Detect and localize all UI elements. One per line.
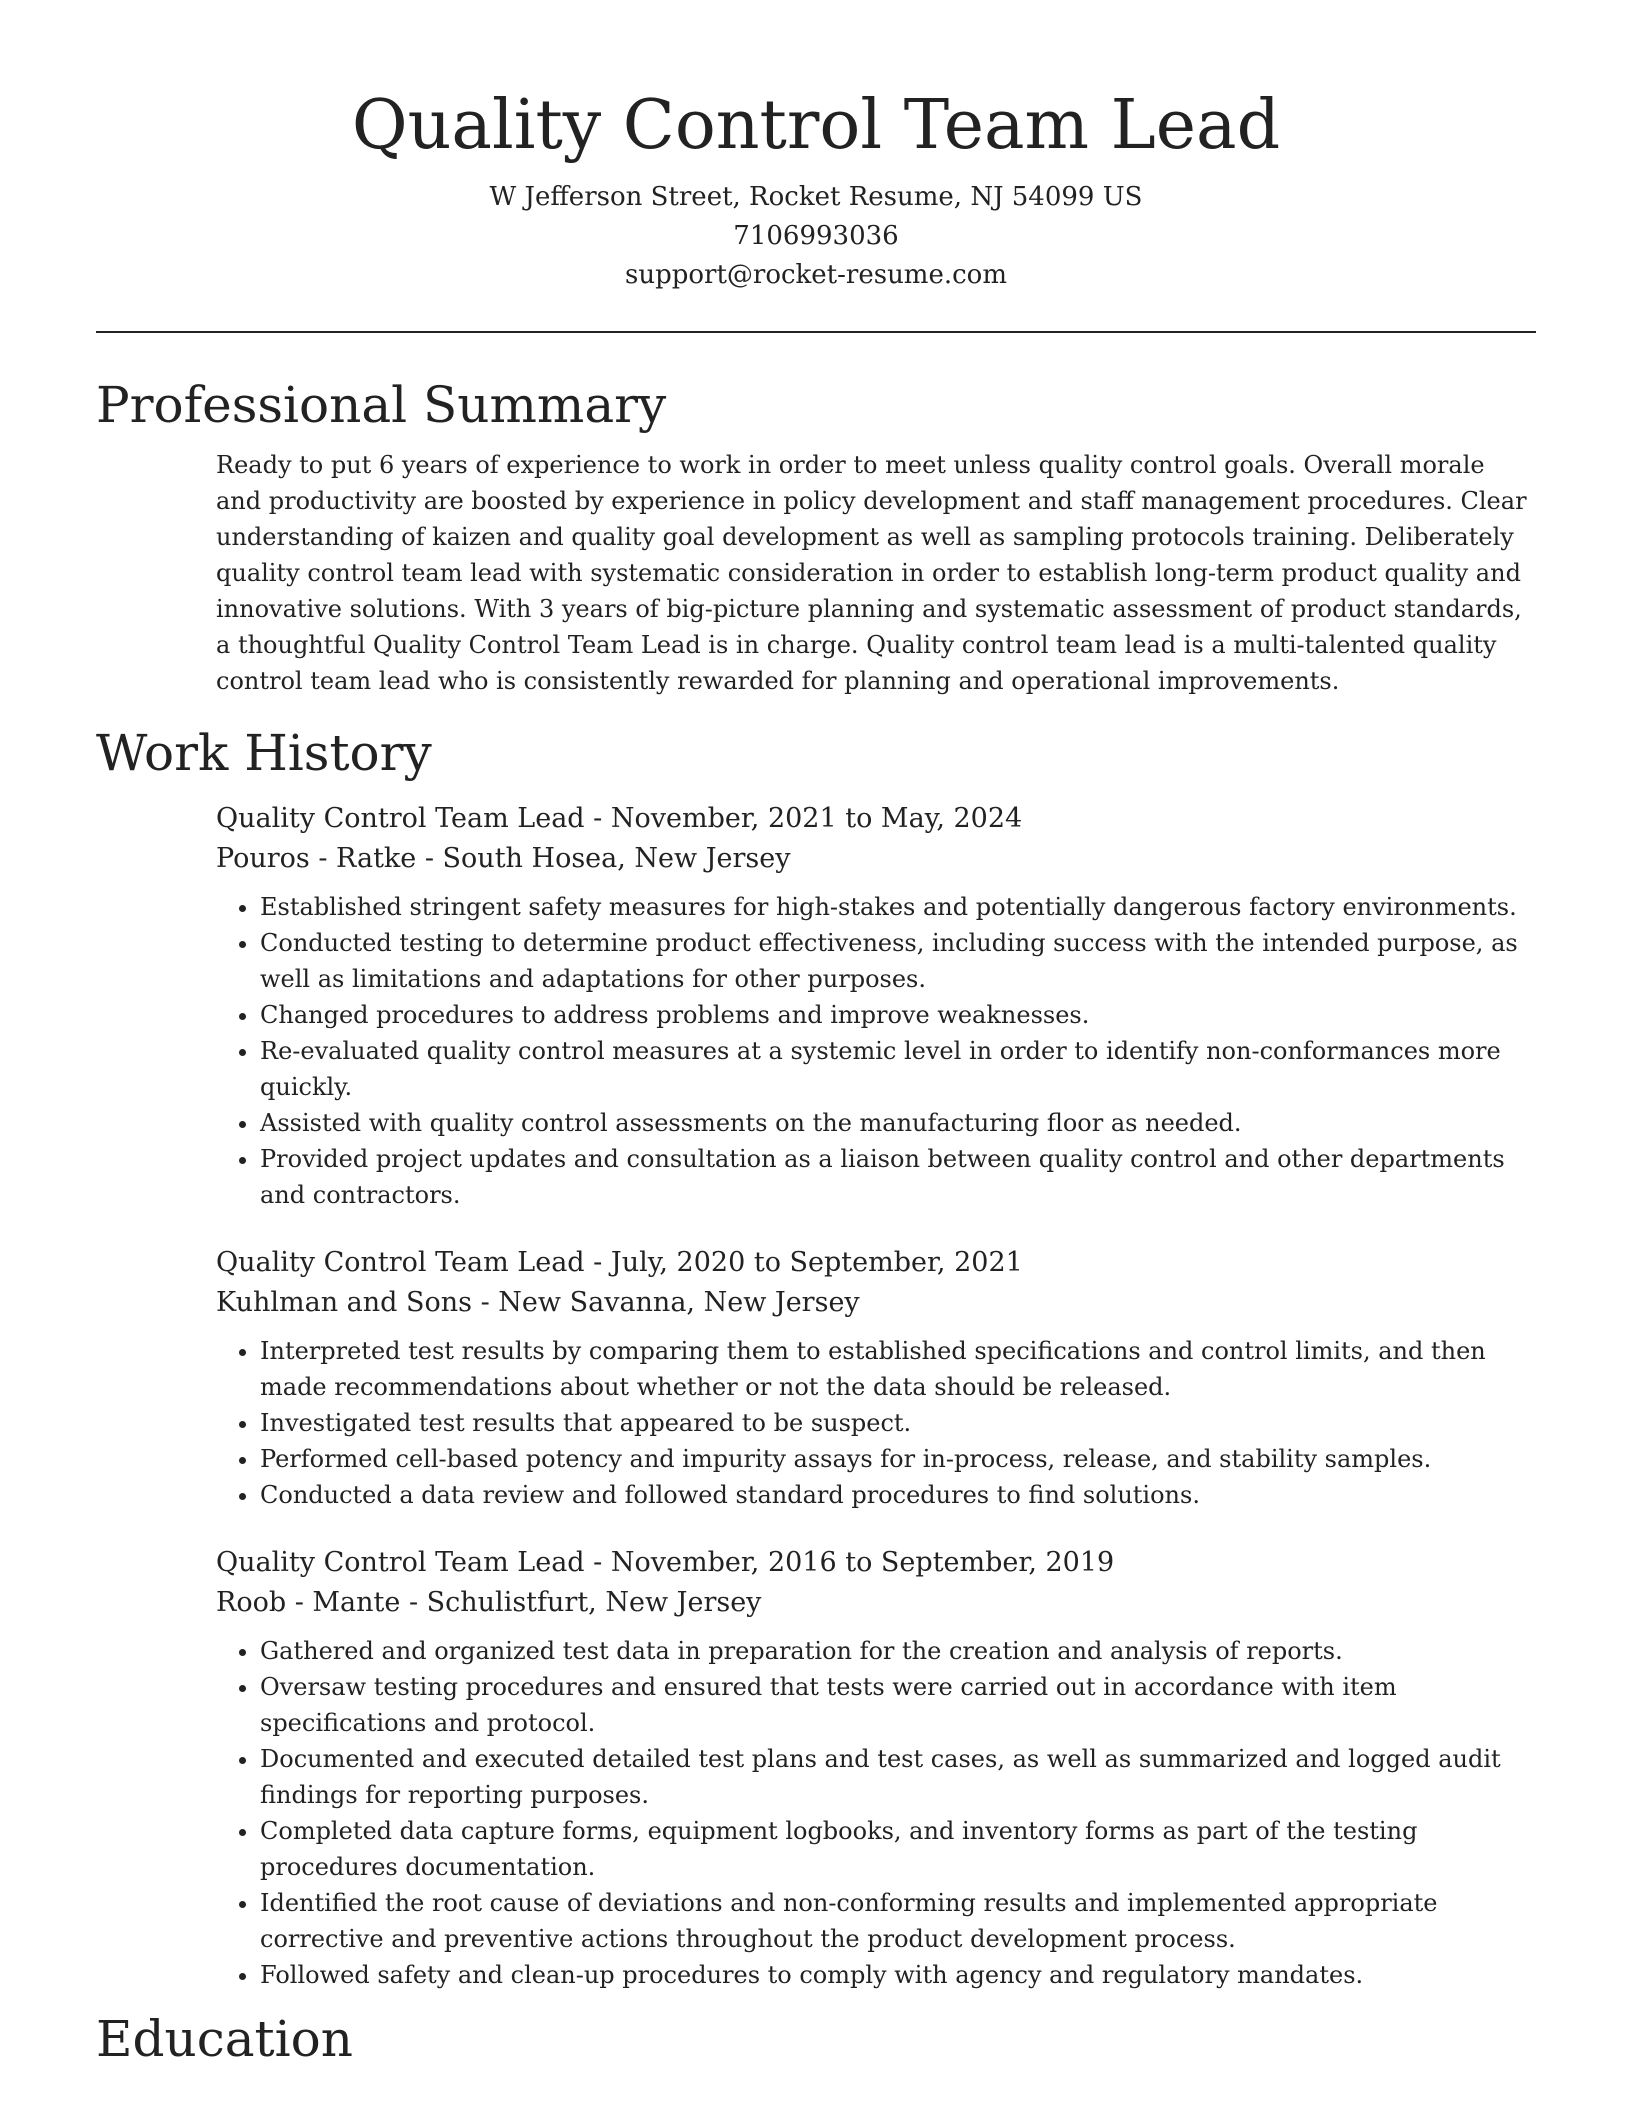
job-company: Kuhlman and Sons	[216, 1287, 473, 1318]
job-bullet: • Completed data capture forms, equipment logbooks, and inventory forms as part of the testing procedures documentation.	[260, 1813, 1536, 1885]
job-bullet: • Investigated test results that appeared to be suspect.	[260, 1405, 1536, 1441]
contact-email: support@rocket-resume.com	[624, 260, 1007, 290]
section-title-summary: Professional Summary	[96, 376, 667, 434]
section-title-education: Education	[96, 2010, 353, 2068]
job-bullet: • Conducted a data review and followed standard procedures to find solutions.	[260, 1477, 1536, 1513]
job-entry	[216, 1243, 1536, 1513]
job-dates: - July, 2020 to September, 2021	[584, 1247, 1023, 1278]
job-bullet: • Assisted with quality control assessments on the manufacturing floor as needed.	[260, 1105, 1536, 1141]
job-title-line	[216, 799, 1536, 839]
job-title-line	[216, 1543, 1536, 1583]
job-company-line	[216, 1283, 1536, 1323]
contact-block	[96, 178, 1536, 295]
job-bullet-list	[216, 1333, 1536, 1513]
job-bullet: • Re-evaluated quality control measures at a systemic level in order to identify non-conformances more quickly.	[260, 1033, 1536, 1105]
job-bullet: • Oversaw testing procedures and ensured that tests were carried out in accordance with item specifications and protocol.	[260, 1669, 1536, 1741]
job-role: Quality Control Team Lead	[216, 803, 585, 834]
job-title-line	[216, 1243, 1536, 1283]
job-entry	[216, 1543, 1536, 1993]
job-bullet: • Provided project updates and consultation as a liaison between quality control and other departments and contractors.	[260, 1141, 1536, 1213]
job-bullet: • Performed cell-based potency and impurity assays for in-process, release, and stability samples.	[260, 1441, 1536, 1477]
job-company-line	[216, 1583, 1536, 1623]
header-divider	[96, 331, 1536, 333]
contact-phone: 7106993036	[733, 221, 899, 251]
summary-paragraph: Ready to put 6 years of experience to work in order to meet unless quality control goals. Overall morale and productivity are boosted by experience in policy development and staff management procedures. Clear understanding of kaizen and quality goal development as well as sampling protocols training. Deliberately quality control team lead with systematic consideration in order to establish long-term product quality and innovative solutions. With 3 years of big-picture planning and systematic assessment of product standards, a thoughtful Quality Control Team Lead is in charge. Quality control team lead is a multi-talented quality control team lead who is consistently rewarded for planning and operational improvements.	[216, 451, 1527, 695]
job-bullet: • Followed safety and clean-up procedures to comply with agency and regulatory mandates.	[260, 1957, 1536, 1993]
job-location: - South Hosea, New Jersey	[416, 843, 791, 874]
job-bullet: • Conducted testing to determine product effectiveness, including success with the intended purpose, as well as limitations and adaptations for other purposes.	[260, 925, 1536, 997]
job-role: Quality Control Team Lead	[216, 1247, 585, 1278]
job-bullet-list	[216, 1633, 1536, 1993]
job-bullet: • Gathered and organized test data in preparation for the creation and analysis of reports.	[260, 1633, 1536, 1669]
job-bullet: • Established stringent safety measures for high-stakes and potentially dangerous factory environments.	[260, 889, 1536, 925]
job-bullet: • Documented and executed detailed test plans and test cases, as well as summarized and logged audit findings for reporting purposes.	[260, 1741, 1536, 1813]
resume-page	[96, 0, 1536, 2071]
job-bullet: • Changed procedures to address problems and improve weaknesses.	[260, 997, 1536, 1033]
job-company-line	[216, 839, 1536, 879]
contact-address: W Jefferson Street, Rocket Resume, NJ 54099 US	[489, 182, 1143, 212]
job-location: - Schulistfurt, New Jersey	[400, 1587, 762, 1618]
job-dates: - November, 2021 to May, 2024	[584, 803, 1023, 834]
job-dates: - November, 2016 to September, 2019	[584, 1547, 1115, 1578]
job-location: - New Savanna, New Jersey	[472, 1287, 860, 1318]
job-bullet-list	[216, 889, 1536, 1213]
section-title-work-history: Work History	[96, 724, 432, 782]
job-company: Roob - Mante	[216, 1587, 401, 1618]
job-company: Pouros - Ratke	[216, 843, 417, 874]
job-entry	[216, 799, 1536, 1213]
job-bullet: • Interpreted test results by comparing them to established specifications and control limits, and then made recommendations about whether or not the data should be released.	[260, 1333, 1536, 1405]
job-role: Quality Control Team Lead	[216, 1547, 585, 1578]
job-bullet: • Identified the root cause of deviations and non-conforming results and implemented appropriate corrective and preventive actions throughout the product development process.	[260, 1885, 1536, 1957]
work-history-list	[216, 799, 1536, 1993]
resume-name-title: Quality Control Team Lead	[351, 86, 1281, 165]
